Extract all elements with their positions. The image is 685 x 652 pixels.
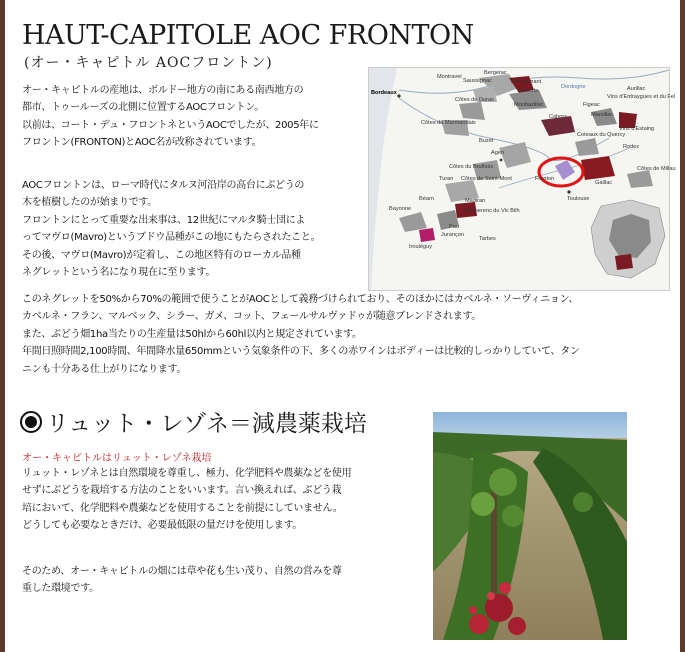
- bordeaux-marker: [397, 94, 400, 97]
- red-flower-cluster: [487, 592, 495, 600]
- map-label: Cahors: [549, 114, 568, 120]
- lutte-raisonnee-paragraph: [22, 465, 407, 535]
- map-label: Turan: [439, 176, 454, 182]
- text-line: フロントン(FRONTON)とAOC名が改称されています。: [22, 137, 262, 149]
- text-line: 培において、化学肥料や農薬などを使用することを前提にしていません。: [22, 502, 343, 514]
- map-label: Aurillac: [627, 86, 646, 92]
- text-line: オー・キャピトルの産地は、ボルドー地方の南にある南西地方の: [22, 85, 304, 96]
- map-label: Côtes de Duras: [455, 97, 494, 103]
- text-line: このネグレットを50%から70%の範囲で使うことがAOCとして義務づけられており、そのほかにはカベルネ・ソーヴィニョン、: [22, 294, 579, 305]
- text-line: カベルネ・フラン、マルベック、シラー、ガメ、コット、フェールサルヴァドゥが随意ブレンドされます。: [22, 311, 481, 323]
- text-line: AOCフロントンは、ローマ時代にタルヌ河沿岸の高台にぶどうの: [22, 180, 305, 191]
- map-label: Pécharmant: [511, 79, 542, 85]
- map-label: Jurançon: [441, 232, 465, 238]
- text-line: 木を植樹したのが始まりです。: [22, 197, 157, 209]
- text-line: その後、マヴロ(Mavro)が定着し、この地区特有のローカル品種: [22, 249, 301, 261]
- map-label: Toulouse: [567, 196, 590, 202]
- france-inset-southwest: [615, 254, 633, 270]
- map-label: Côtes de Saint-Mont: [461, 176, 512, 182]
- toulouse-marker: [567, 190, 570, 193]
- map-label: Figeac: [583, 102, 600, 108]
- map-label: Côtes du Brulhois: [449, 164, 494, 170]
- map-label: Rosette: [519, 88, 539, 94]
- text-line: 重した環境です。: [22, 583, 99, 595]
- vineyard-photo: [433, 412, 627, 640]
- map-label: Tarbes: [479, 236, 496, 242]
- details-paragraph: [22, 291, 667, 378]
- section-subheading: オー・キャピトルはリュット・レゾネ栽培: [22, 453, 212, 464]
- text-line: 以前は、コート・デュ・フロントネというAOCでしたが、2005年に: [22, 119, 319, 131]
- map-label: Monbazillac: [514, 102, 544, 108]
- text-line: 年間日照時間2,100時間、年間降水量650mmという気象条件の下、多くの赤ワインはボディーは比較的しっかりしていて、タン: [22, 346, 580, 358]
- leaf-cluster: [502, 505, 524, 527]
- map-label: Béarn: [419, 196, 434, 202]
- map-label: Dordogne: [561, 84, 586, 90]
- map-label: Vins d'Entraygues et du Fel: [607, 94, 676, 100]
- map-label: Madiran: [465, 198, 486, 204]
- page-title: HAUT-CAPITOLE AOC FRONTON: [22, 20, 474, 51]
- red-flower-cluster: [469, 606, 477, 614]
- map-label: Marcillac: [591, 112, 614, 118]
- map-label: Côtes de Millau: [637, 166, 676, 172]
- section-heading-text: リュット・レゾネ＝減農薬栽培: [46, 411, 367, 437]
- map-label: Fronton: [535, 176, 555, 182]
- page-subtitle: (オー・キャピトル AOCフロントン): [24, 55, 273, 71]
- map-label: Irouléguy: [409, 244, 433, 250]
- text-line: また、ぶどう畑1ha当たりの生産量は50hlから60hl以内と規定されています。: [22, 328, 362, 340]
- southwest-wine-region-map: [368, 67, 676, 291]
- leaf-cluster: [489, 468, 517, 496]
- red-flower-cluster: [469, 614, 489, 634]
- irouleguy-region: [419, 228, 435, 242]
- text-line: ってマヴロ(Mavro)というブドウ品種がこの地にもたらされたこと。: [22, 232, 321, 244]
- page-border-left: [0, 0, 5, 652]
- map-label: Buzet: [479, 138, 494, 144]
- text-line: どうしても必要なときだけ、必要最低限の量だけを使用します。: [22, 520, 303, 532]
- history-paragraph: [22, 177, 362, 281]
- map-label: Bergerac: [484, 70, 507, 76]
- map-label: Montravel: [437, 74, 462, 80]
- text-line: ニンも十分ある仕上がりになります。: [22, 363, 187, 375]
- closing-paragraph: [22, 563, 407, 598]
- duras-region: [459, 102, 485, 120]
- red-flower-cluster: [508, 617, 526, 635]
- gaillac-region: [581, 156, 615, 180]
- page-border-right: [680, 0, 685, 652]
- text-line: ネグレットという名になり現在に至ります。: [22, 267, 216, 279]
- map-label: Bordeaux: [371, 90, 397, 96]
- map-label: Rodez: [623, 144, 640, 150]
- text-line: 都市、トゥールーズの北側に位置するAOCフロントン。: [22, 102, 264, 114]
- map-label: Agen: [491, 150, 505, 156]
- text-line: フロントンにとって重要な出来事は、12世紀にマルタ騎士団によ: [22, 214, 306, 226]
- map-label: Côtes du Marmandais: [421, 120, 476, 126]
- map-label: Bayonne: [389, 206, 412, 212]
- map-label: Pau: [449, 224, 459, 230]
- map-label: Saussignac: [463, 78, 492, 84]
- map-label: Pacherenc du Vic Bilh: [465, 208, 520, 214]
- map-label: Vins d'Estaing: [619, 126, 655, 132]
- leaf-cluster: [573, 492, 593, 512]
- leaf-cluster: [471, 492, 495, 516]
- map-label: Coteaux du Quercy: [577, 132, 626, 138]
- intro-paragraph: [22, 82, 362, 152]
- text-line: せずにぶどうを栽培する方法のことをいいます。言い換えれば、ぶどう栽: [22, 485, 342, 497]
- section-heading: [20, 405, 367, 438]
- text-line: リュット・レゾネとは自然環境を尊重し、極力、化学肥料や農薬などを使用: [22, 468, 352, 479]
- map-label: Gaillac: [595, 180, 613, 186]
- bullet-icon: [20, 411, 42, 433]
- text-line: そのため、オー・キャピトルの畑には草や花も生い茂り、自然の営みを尊: [22, 566, 342, 577]
- red-flower-cluster: [499, 582, 511, 594]
- agen-marker: [500, 159, 503, 162]
